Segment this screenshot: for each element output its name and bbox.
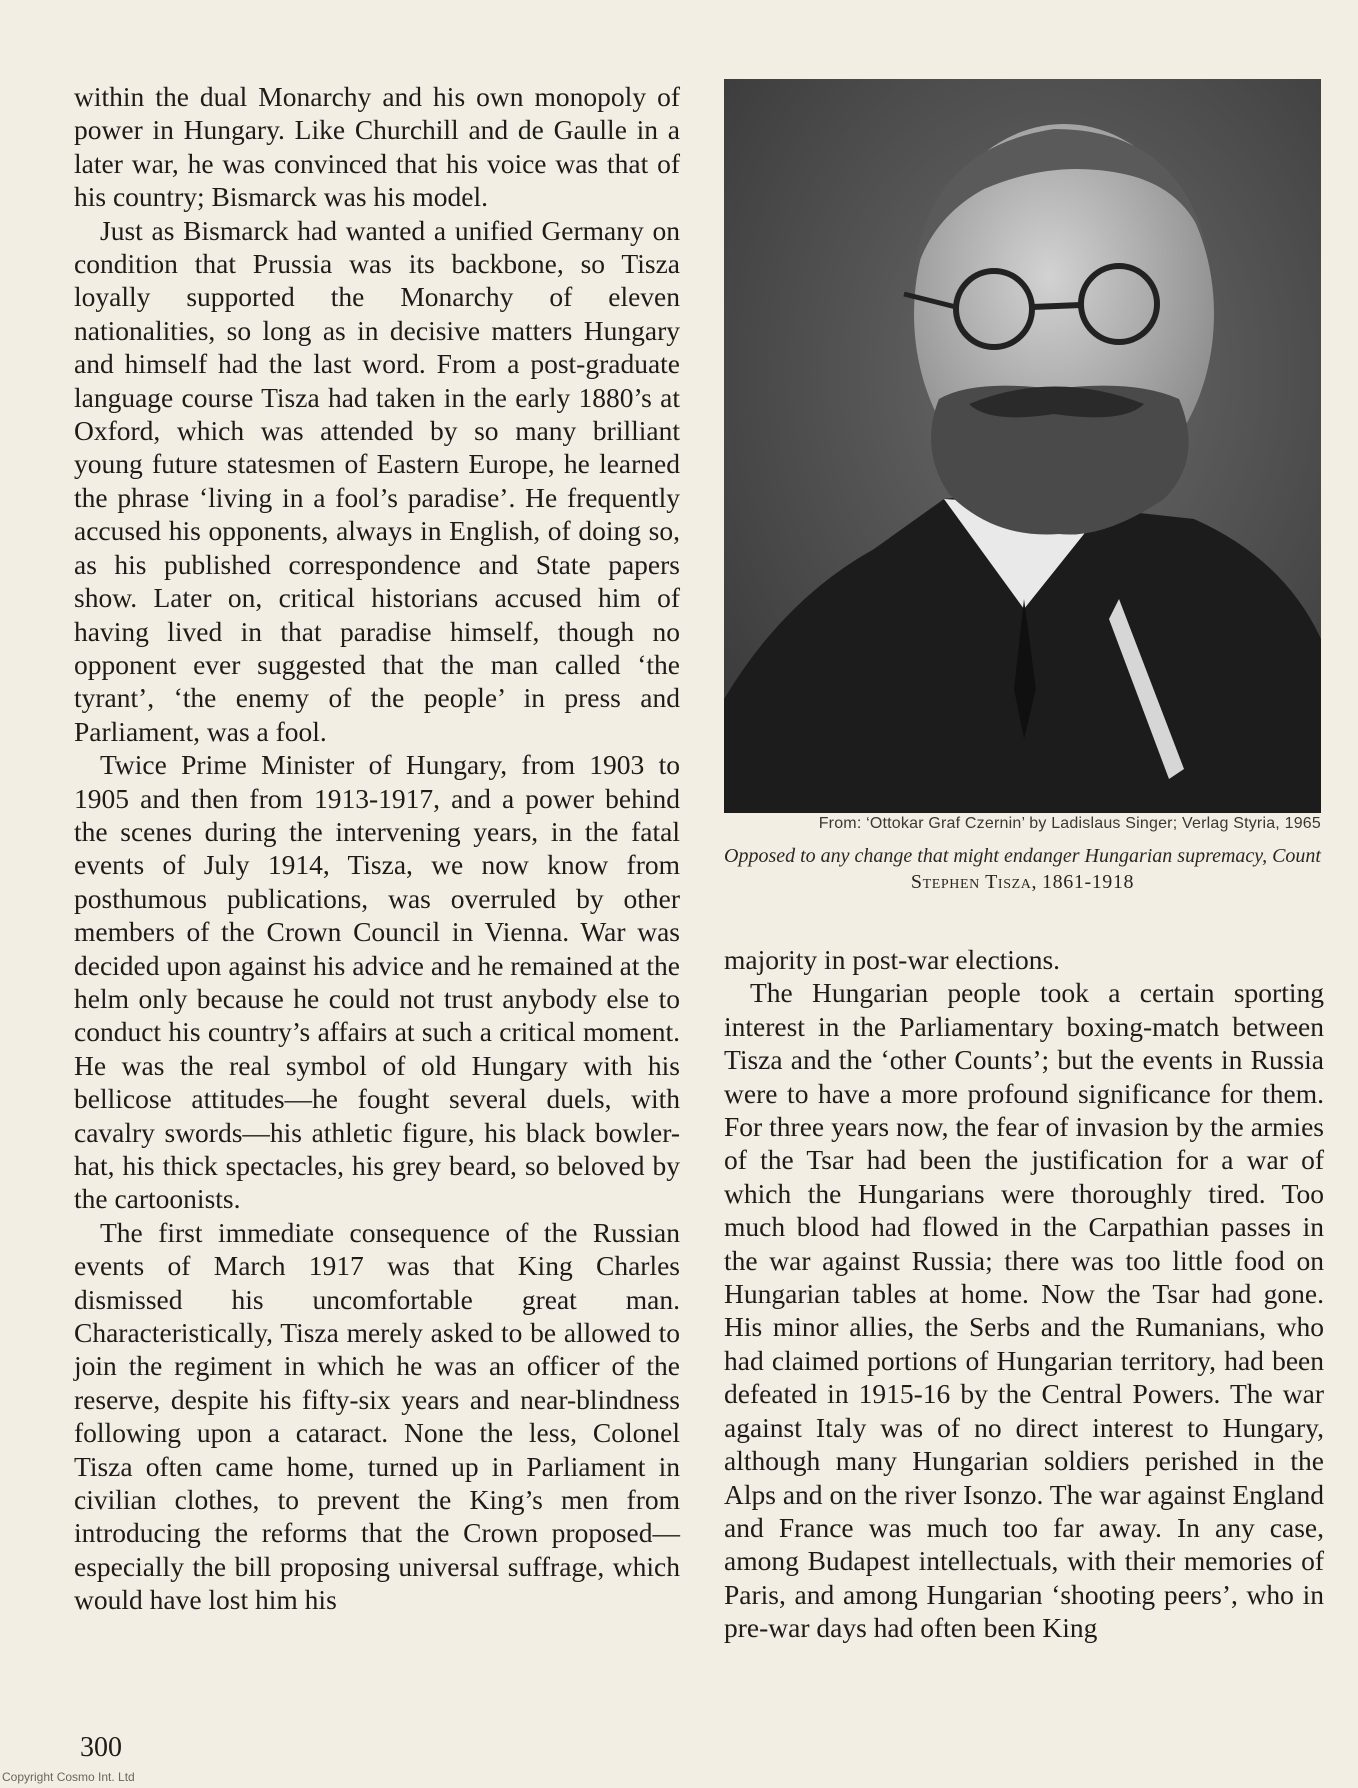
copyright-notice: Copyright Cosmo Int. Ltd (2, 1770, 135, 1784)
paragraph: The Hungarian people took a certain sporting interest in the Parliamentary boxing-match between Tisza and the ‘other Counts’; but the events in Russia were to have a more profound significance for them. For three years now, the fear of invasion by the armies of the Tsar had been the justification for a war of which the Hungarians were thoroughly tired. Too much blood had flowed in the Carpathian passes in the war against Russia; there was too little food on Hungarian tables at home. Now the Tsar had gone. His minor allies, the Serbs and the Rumanians, who had claimed portions of Hungarian territory, had been defeated in 1915-16 by the Central Powers. The war against Italy was of no direct interest to Hungary, although many Hungarian soldiers perished in the Alps and on the river Isonzo. The war against England and France was much too far away. In any case, among Budapest intellectuals, with their memories of Paris, and among Hungarian ‘shooting peers’, who in pre-war days had often been King (724, 977, 1324, 1644)
caption-subject-name: Stephen Tisza, (910, 871, 1038, 893)
paragraph: majority in post-war elections. (724, 944, 1061, 975)
paragraph: within the dual Monarchy and his own monopoly of power in Hungary. Like Churchill and de Gaulle in a later war, he was convinced that his voice was that of his country; Bismarck was his model. (74, 81, 680, 213)
paragraph: The first immediate consequence of the Russian events of March 1917 was that King Charles dismissed his uncomfortable great man. Characteristically, Tisza merely asked to be allowed to join the regiment in which he was an officer of the reserve, despite his fifty-six years and near-blindness following upon a cataract. None the less, Colonel Tisza often came home, turned up in Parliament in civilian clothes, to prevent the King’s men from introducing the reforms that the Crown proposed—especially the bill proposing universal suffrage, which would have lost him his (74, 1216, 680, 1616)
paragraph: Just as Bismarck had wanted a unified Germany on condition that Prussia was its backbone, so Tisza loyally supported the Monarchy of eleven nationalities, so long as in decisive matters Hungary and himself had the last word. From a post-graduate language course Tisza had taken in the early 1880’s at Oxford, which was attended by so many brilliant young future statesmen of Eastern Europe, he learned the phrase ‘living in a fool’s paradise’. He frequently accused his opponents, always in English, of doing so, as his published correspondence and State papers show. Later on, critical historians accused him of having lived in that paradise himself, though no opponent ever suggested that the man called ‘the tyrant’, ‘the enemy of the people’ in press and Parliament, was a fool. (74, 214, 680, 747)
right-text-column (724, 943, 1324, 1645)
page-number: 300 (80, 1732, 122, 1763)
paragraph: Twice Prime Minister of Hungary, from 1903 to 1905 and then from 1913-1917, and a power behind the scenes during the intervening years, in the fatal events of July 1914, Tisza, we now know from posthumous publications, was overruled by other members of the Crown Council in Vienna. War was decided upon against his advice and he remained at the helm only because he could not trust anybody else to conduct his country’s affairs at such a critical moment. He was the real symbol of old Hungary with his bellicose attitudes—he fought several duels, with cavalry swords—his athletic figure, his black bowler-hat, his thick spectacles, his grey beard, so beloved by the cartoonists. (74, 749, 680, 1215)
photo-caption (724, 843, 1321, 895)
left-text-column (74, 80, 680, 1617)
caption-text: Opposed to any change that might endanger Hungarian supremacy, Count (724, 845, 1321, 867)
portrait-illustration (724, 79, 1321, 813)
photo-credit: From: ‘Ottokar Graf Czernin’ by Ladislaus Singer; Verlag Styria, 1965 (818, 815, 1321, 832)
portrait-photo (724, 79, 1321, 813)
caption-dates: 1861-1918 (1042, 871, 1135, 893)
